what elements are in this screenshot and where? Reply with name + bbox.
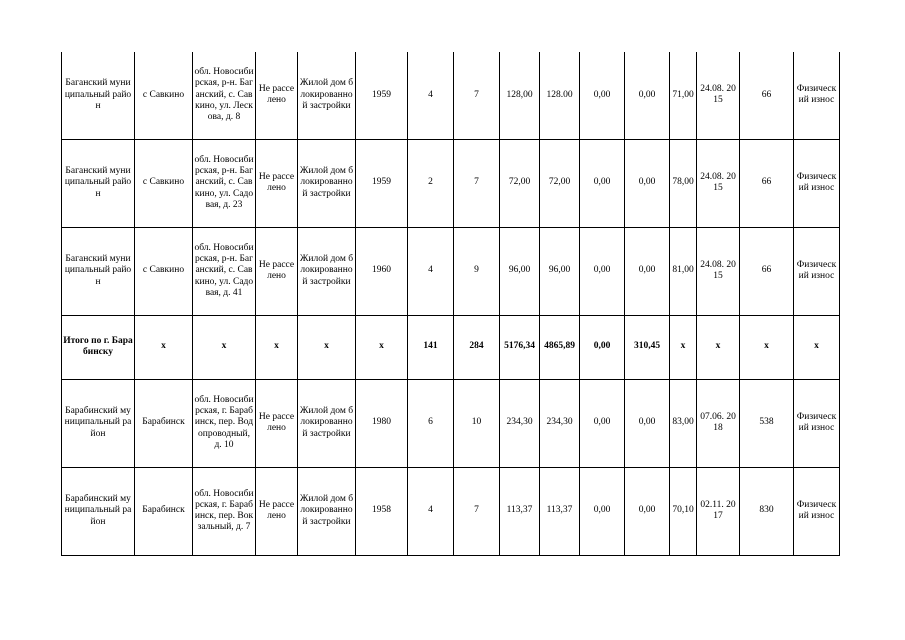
total-row	[62, 315, 840, 379]
cell-col11: 0,00	[580, 379, 625, 467]
cell-col13: 70,10	[670, 467, 697, 555]
cell-col8: 9	[454, 227, 500, 315]
cell-building-type: Жилой дом блокированной застройки	[298, 52, 356, 139]
cell-col10: 113,37	[540, 467, 580, 555]
cell-col10: 96,00	[540, 227, 580, 315]
cell-col13: 83,00	[670, 379, 697, 467]
cell-district: Барабинский муниципальный район	[62, 467, 135, 555]
cell-settlement: с Савкино	[135, 52, 193, 139]
cell-col7: 4	[408, 467, 454, 555]
cell-col12: 0,00	[625, 139, 670, 227]
cell-col15: 538	[740, 379, 794, 467]
cell-col7: 2	[408, 139, 454, 227]
cell-reason: Физический износ	[794, 227, 840, 315]
cell-status: х	[256, 315, 298, 379]
housing-table	[61, 52, 840, 556]
cell-district: Баганский муниципальный район	[62, 139, 135, 227]
cell-col10: 128.00	[540, 52, 580, 139]
cell-col12: 0,00	[625, 52, 670, 139]
cell-col13: х	[670, 315, 697, 379]
cell-col13: 71,00	[670, 52, 697, 139]
cell-year: 1960	[356, 227, 408, 315]
cell-col13: 78,00	[670, 139, 697, 227]
cell-col9: 5176,34	[500, 315, 540, 379]
cell-date: 24.08. 2015	[697, 227, 740, 315]
cell-reason: Физический износ	[794, 467, 840, 555]
cell-building-type: х	[298, 315, 356, 379]
cell-col7: 4	[408, 52, 454, 139]
cell-address: обл. Новосибирская, р-н. Баганский, с. Савкино, ул. Садовая, д. 41	[193, 227, 256, 315]
cell-col15: х	[740, 315, 794, 379]
cell-date: 24.08. 2015	[697, 52, 740, 139]
table-row	[62, 379, 840, 467]
cell-address: обл. Новосибирская, р-н. Баганский, с. Савкино, ул. Лескова, д. 8	[193, 52, 256, 139]
table-row	[62, 139, 840, 227]
cell-col11: 0,00	[580, 467, 625, 555]
cell-status: Не расселено	[256, 227, 298, 315]
cell-date: х	[697, 315, 740, 379]
cell-settlement: х	[135, 315, 193, 379]
cell-date: 07.06. 2018	[697, 379, 740, 467]
cell-address: х	[193, 315, 256, 379]
cell-address: обл. Новосибирская, р-н. Баганский, с. Савкино, ул. Садовая, д. 23	[193, 139, 256, 227]
cell-col10: 72,00	[540, 139, 580, 227]
cell-year: 1959	[356, 139, 408, 227]
cell-district: Барабинский муниципальный район	[62, 379, 135, 467]
cell-address: обл. Новосибирская, г. Барабинск, пер. Вокзальный, д. 7	[193, 467, 256, 555]
cell-reason: Физический износ	[794, 379, 840, 467]
cell-building-type: Жилой дом блокированной застройки	[298, 227, 356, 315]
cell-col13: 81,00	[670, 227, 697, 315]
cell-year: 1980	[356, 379, 408, 467]
table-row	[62, 52, 840, 139]
cell-status: Не расселено	[256, 52, 298, 139]
cell-col7: 6	[408, 379, 454, 467]
cell-col11: 0,00	[580, 139, 625, 227]
cell-col9: 96,00	[500, 227, 540, 315]
cell-status: Не расселено	[256, 379, 298, 467]
cell-col12: 0,00	[625, 467, 670, 555]
cell-col8: 10	[454, 379, 500, 467]
cell-district: Баганский муниципальный район	[62, 227, 135, 315]
cell-col15: 66	[740, 227, 794, 315]
cell-col7: 141	[408, 315, 454, 379]
cell-settlement: с Савкино	[135, 227, 193, 315]
cell-col9: 128,00	[500, 52, 540, 139]
cell-year: х	[356, 315, 408, 379]
cell-col9: 72,00	[500, 139, 540, 227]
cell-building-type: Жилой дом блокированной застройки	[298, 379, 356, 467]
cell-col11: 0,00	[580, 315, 625, 379]
cell-reason: х	[794, 315, 840, 379]
cell-date: 24.08. 2015	[697, 139, 740, 227]
cell-col8: 7	[454, 139, 500, 227]
cell-col9: 113,37	[500, 467, 540, 555]
cell-col11: 0,00	[580, 227, 625, 315]
cell-col15: 66	[740, 139, 794, 227]
cell-reason: Физический износ	[794, 139, 840, 227]
cell-col10: 234,30	[540, 379, 580, 467]
cell-address: обл. Новосибирская, г. Барабинск, пер. Водопроводный, д. 10	[193, 379, 256, 467]
cell-col12: 310,45	[625, 315, 670, 379]
cell-district: Баганский муниципальный район	[62, 52, 135, 139]
cell-col8: 7	[454, 467, 500, 555]
cell-status: Не расселено	[256, 467, 298, 555]
cell-building-type: Жилой дом блокированной застройки	[298, 467, 356, 555]
cell-col8: 7	[454, 52, 500, 139]
cell-col15: 830	[740, 467, 794, 555]
cell-col7: 4	[408, 227, 454, 315]
table-row	[62, 467, 840, 555]
cell-total-label: Итого по г. Барабинску	[62, 315, 135, 379]
cell-col10: 4865,89	[540, 315, 580, 379]
cell-col12: 0,00	[625, 227, 670, 315]
cell-settlement: с Савкино	[135, 139, 193, 227]
cell-col8: 284	[454, 315, 500, 379]
cell-col15: 66	[740, 52, 794, 139]
cell-year: 1959	[356, 52, 408, 139]
cell-col12: 0,00	[625, 379, 670, 467]
cell-col9: 234,30	[500, 379, 540, 467]
cell-settlement: Барабинск	[135, 467, 193, 555]
cell-year: 1958	[356, 467, 408, 555]
cell-date: 02.11. 2017	[697, 467, 740, 555]
cell-status: Не расселено	[256, 139, 298, 227]
cell-reason: Физический износ	[794, 52, 840, 139]
table-row	[62, 227, 840, 315]
cell-col11: 0,00	[580, 52, 625, 139]
cell-building-type: Жилой дом блокированной застройки	[298, 139, 356, 227]
cell-settlement: Барабинск	[135, 379, 193, 467]
